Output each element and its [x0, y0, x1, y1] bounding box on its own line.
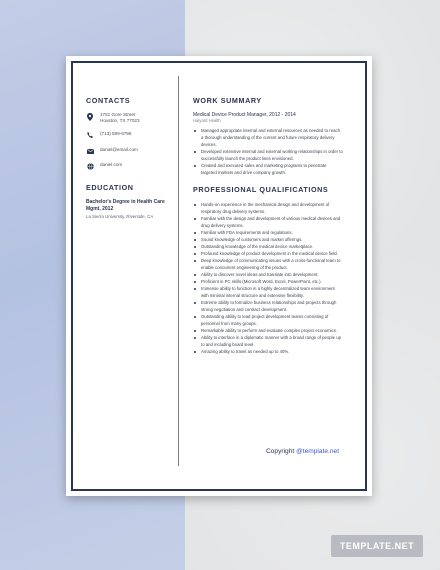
phone-text: (713) 589-6796 — [100, 131, 132, 137]
list-item: Familiar with FDA requirements and regulations. — [193, 229, 343, 236]
location-pin-icon — [86, 113, 94, 121]
qualifications-heading: PROFESSIONAL QUALIFICATIONS — [193, 185, 329, 194]
list-item: Ability to discover novel ideas and translate into development. — [193, 271, 343, 278]
list-item: Sound knowledge of customers and market offerings. — [193, 236, 343, 243]
list-item: Ability to interface in a diplomatic manner with a broad range of people up to and including board level. — [193, 334, 343, 348]
email-text: daniel@email.com — [100, 146, 138, 152]
list-item: Managed appropriate internal and external resources as needed to reach a thorough understanding of the current and future respiratory delivery devices. — [193, 127, 343, 148]
list-item: Created and executed sales and marketing programs to penetrate targeted markets and drive company growth. — [193, 162, 343, 176]
copyright-brand-link[interactable]: @template.net — [296, 448, 340, 455]
list-item: Deep knowledge of communicating issues with a cross-functional team to enable concurrent engineering of the product. — [193, 257, 343, 271]
education-degree: Bachelor's Degree in Health Care Mgmt, 2012 — [86, 198, 165, 212]
education-heading: EDUCATION — [86, 182, 134, 192]
job-title: Medical Device Product Manager, 2012 - 2014 — [193, 112, 296, 118]
address-line-1: 1751 Gore Street — [100, 112, 136, 117]
list-item: Amazing ability to travel as needed up to 40%. — [193, 348, 343, 355]
copyright-notice — [266, 448, 339, 455]
list-item: Extreme ability to formalize business relationships and projects through strong negotiation and contract development. — [193, 299, 343, 313]
right-column — [193, 96, 343, 355]
column-divider — [178, 76, 179, 466]
copyright-text: Copyright — [266, 448, 297, 455]
contact-email — [86, 147, 172, 156]
phone-icon — [86, 132, 94, 140]
list-item: Outstanding knowledge of the medical device marketplace. — [193, 243, 343, 250]
list-item: Immense ability to function in a highly decentralized team environment with minimal internal structure and extensive flexibility. — [193, 285, 343, 299]
left-column — [86, 96, 172, 220]
list-item: Proficient in PC skills (Microsoft Word, Excel, PowerPoint, etc.). — [193, 278, 343, 285]
list-item: Familiar with the design and development of various medical devices and drug delivery systems. — [193, 215, 343, 229]
list-item: Hands-on experience in the mechanical design and development of respiratory drug delivery systems. — [193, 201, 343, 215]
resume-sheet — [66, 56, 372, 496]
list-item: Profound knowledge of product development in the medical device field. — [193, 250, 343, 257]
list-item: Developed extensive internal and external working relationships in order to successfully launch the product lines envisioned. — [193, 148, 343, 162]
website-text: daniel.com — [100, 162, 123, 168]
template-net-logo: TEMPLATE.NET — [331, 535, 423, 557]
work-summary-list — [193, 127, 343, 176]
work-summary-heading: WORK SUMMARY — [193, 96, 262, 105]
education-school: La Sierra University, Riverside, CA — [86, 214, 154, 220]
globe-icon — [86, 163, 94, 171]
address-line-2: Houston, TX 77023 — [100, 118, 140, 124]
qualifications-list — [193, 201, 343, 355]
envelope-icon — [86, 147, 94, 155]
contact-website — [86, 162, 172, 171]
contact-address — [86, 112, 172, 124]
list-item: Remarkable ability to perform and evaluate complex project economics. — [193, 327, 343, 334]
contacts-heading: CONTACTS — [86, 96, 131, 105]
job-company: Halyard Health — [193, 118, 221, 124]
contact-phone — [86, 131, 172, 140]
list-item: Outstanding ability to lead project development teams consisting of personnel from many groups. — [193, 313, 343, 327]
